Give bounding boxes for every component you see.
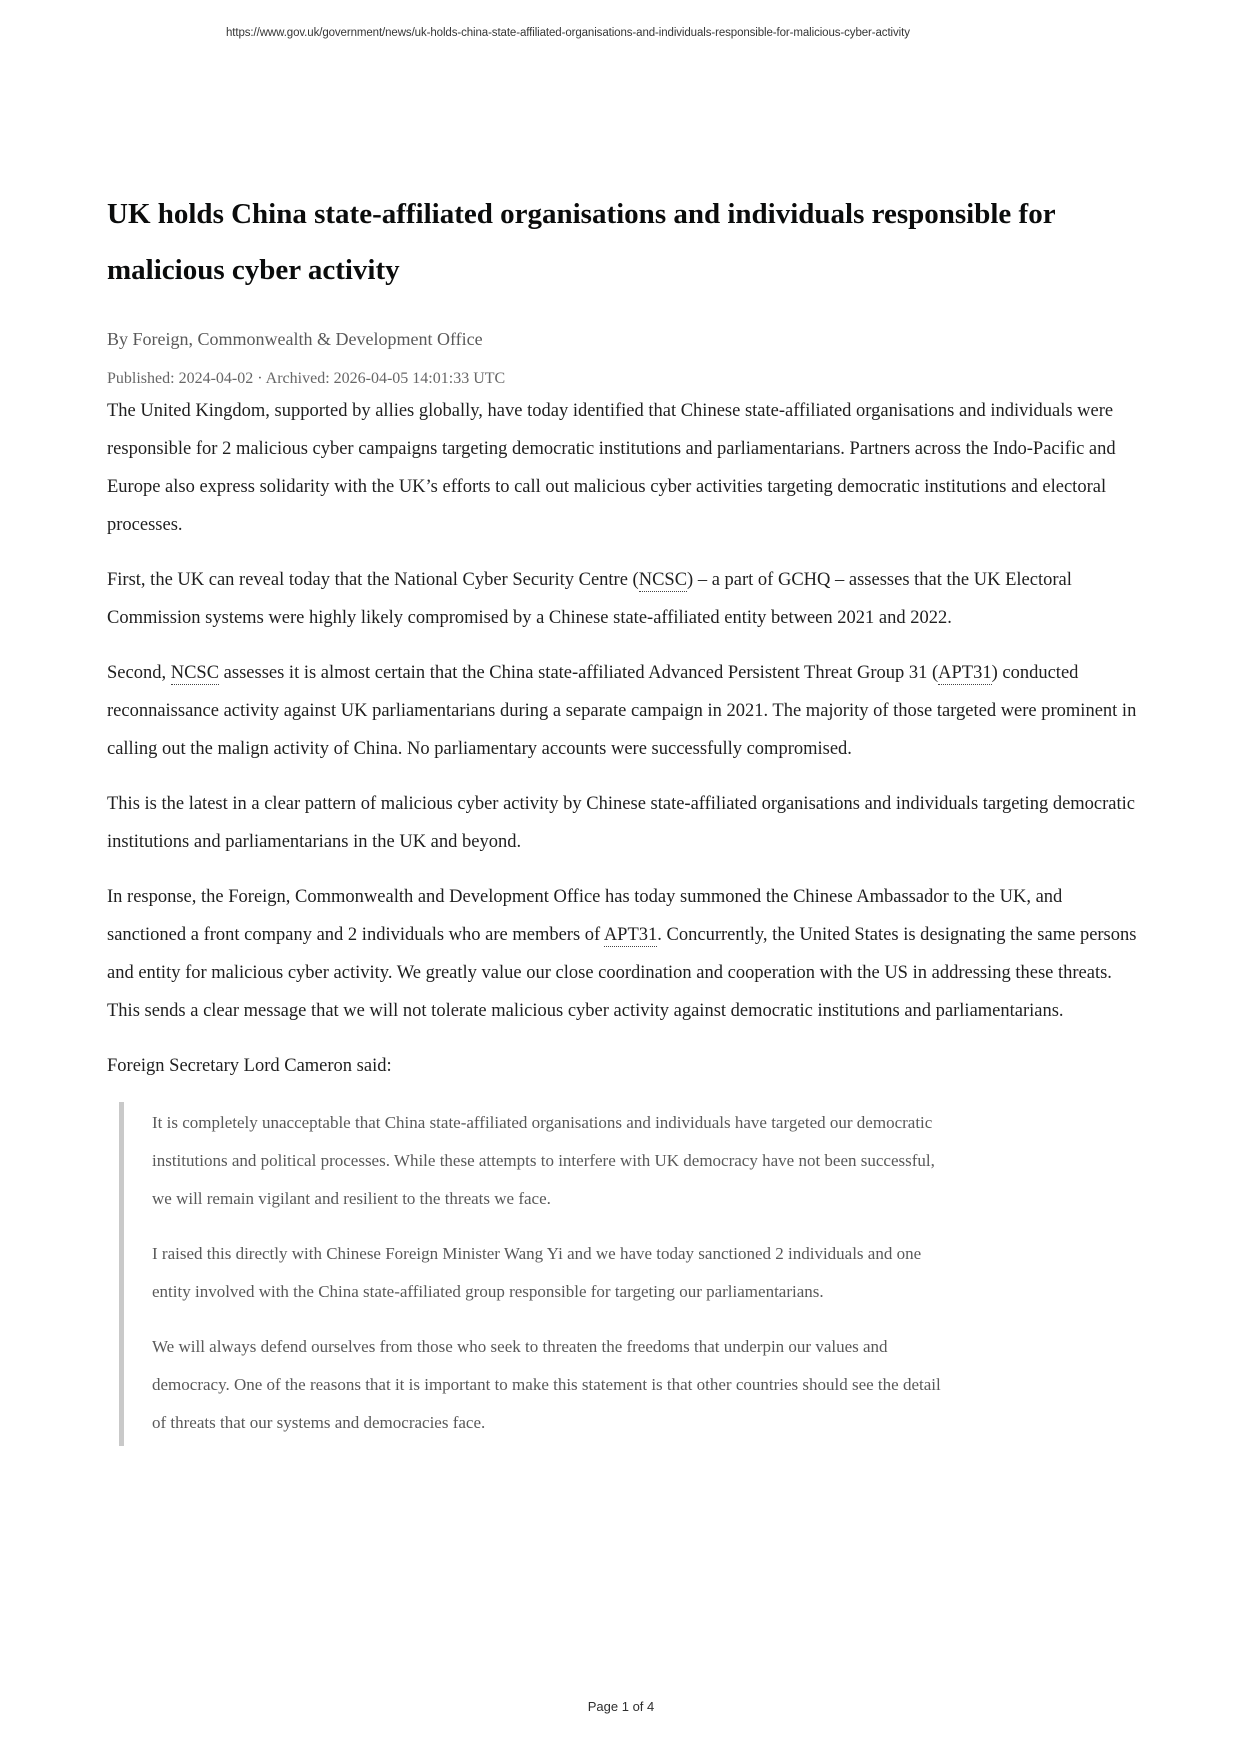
paragraph-4: This is the latest in a clear pattern of malicious cyber activity by Chinese state-affiliated organisations and individuals targeting democratic institutions and parliamentarians in the UK and beyond. [107,794,1135,852]
abbr-apt31: APT31 [603,925,658,945]
abbr-ncsc: NCSC [170,663,220,683]
page-title: UK holds China state-affiliated organisations and individuals responsible for malicious cyber activity [107,198,1056,286]
paragraph-5 [107,878,1139,1030]
quote-paragraph-3: We will always defend ourselves from those who seek to threaten the freedoms that underpin our values and democracy. One of the reasons that it is important to make this statement is that other countries should see the detail of threats that our systems and democracies face. [152,1337,941,1432]
dateline: Published: 2024-04-02 · Archived: 2026-04-05 14:01:33 UTC [107,370,506,387]
paragraph-1: The United Kingdom, supported by allies globally, have today identified that Chinese state-affiliated organisations and individuals were responsible for 2 malicious cyber campaigns targeting democratic institutions and parliamentarians. Partners across the Indo-Pacific and Europe also express solidarity with the UK’s efforts to call out malicious cyber activities targeting democratic institutions and electoral processes. [107,401,1116,535]
paragraph-2-segment-1: First, the UK can reveal today that the National Cyber Security Centre ( [107,570,639,590]
quote-paragraph-2: I raised this directly with Chinese Foreign Minister Wang Yi and we have today sanctioned 2 individuals and one entity involved with the China state-affiliated group responsible for targeting our parliamentarians. [152,1244,922,1301]
paragraph-3-segment-2: assesses it is almost certain that the China state-affiliated Advanced Persistent Threat Group 31 ( [219,663,939,683]
paragraph-3 [107,654,1139,768]
paragraph-2 [107,561,1139,637]
abbr-apt31: APT31 [938,663,992,683]
quote-paragraph-1: It is completely unacceptable that China state-affiliated organisations and individuals have targeted our democratic institutions and political processes. While these attempts to interfere with UK democracy have not been successful, we will remain vigilant and resilient to the threats we face. [152,1113,935,1208]
quote-intro: Foreign Secretary Lord Cameron said: [107,1056,392,1076]
article [107,186,1139,1446]
abbr-ncsc: NCSC [638,570,688,590]
print-header-url: https://www.gov.uk/government/news/uk-holds-china-state-affiliated-organisations-and-individuals-responsible-for-malicious-cyber-activity [226,27,910,39]
paragraph-3-segment-3: ) conducted reconnaissance activity against UK parliamentarians during a separate campaign in 2021. The majority of those targeted were prominent in calling out the malign activity of China. No parliamentary accounts were successfully compromised. [107,663,1137,759]
page-number-footer: Page 1 of 4 [587,1699,655,1714]
paragraph-5-segment-1: In response, the Foreign, Commonwealth and Development Office has today summoned the Chinese Ambassador to the UK, and sanctioned a front company and 2 individuals who are members of [107,887,1063,945]
paragraph-3-segment-1: Second, [107,663,171,683]
byline: By Foreign, Commonwealth & Development Office [107,329,483,349]
ministerial-quote [119,1102,952,1446]
paragraph-5-segment-2: . Concurrently, the United States is designating the same persons and entity for malicious cyber activity. We greatly value our close coordination and cooperation with the US in addressing these threats. This sends a clear message that we will not tolerate malicious cyber activity against democratic institutions and parliamentarians. [107,925,1137,1021]
paragraph-2-segment-2: ) – a part of GCHQ – assesses that the UK Electoral Commission systems were highly likely compromised by a Chinese state-affiliated entity between 2021 and 2022. [107,570,1072,628]
